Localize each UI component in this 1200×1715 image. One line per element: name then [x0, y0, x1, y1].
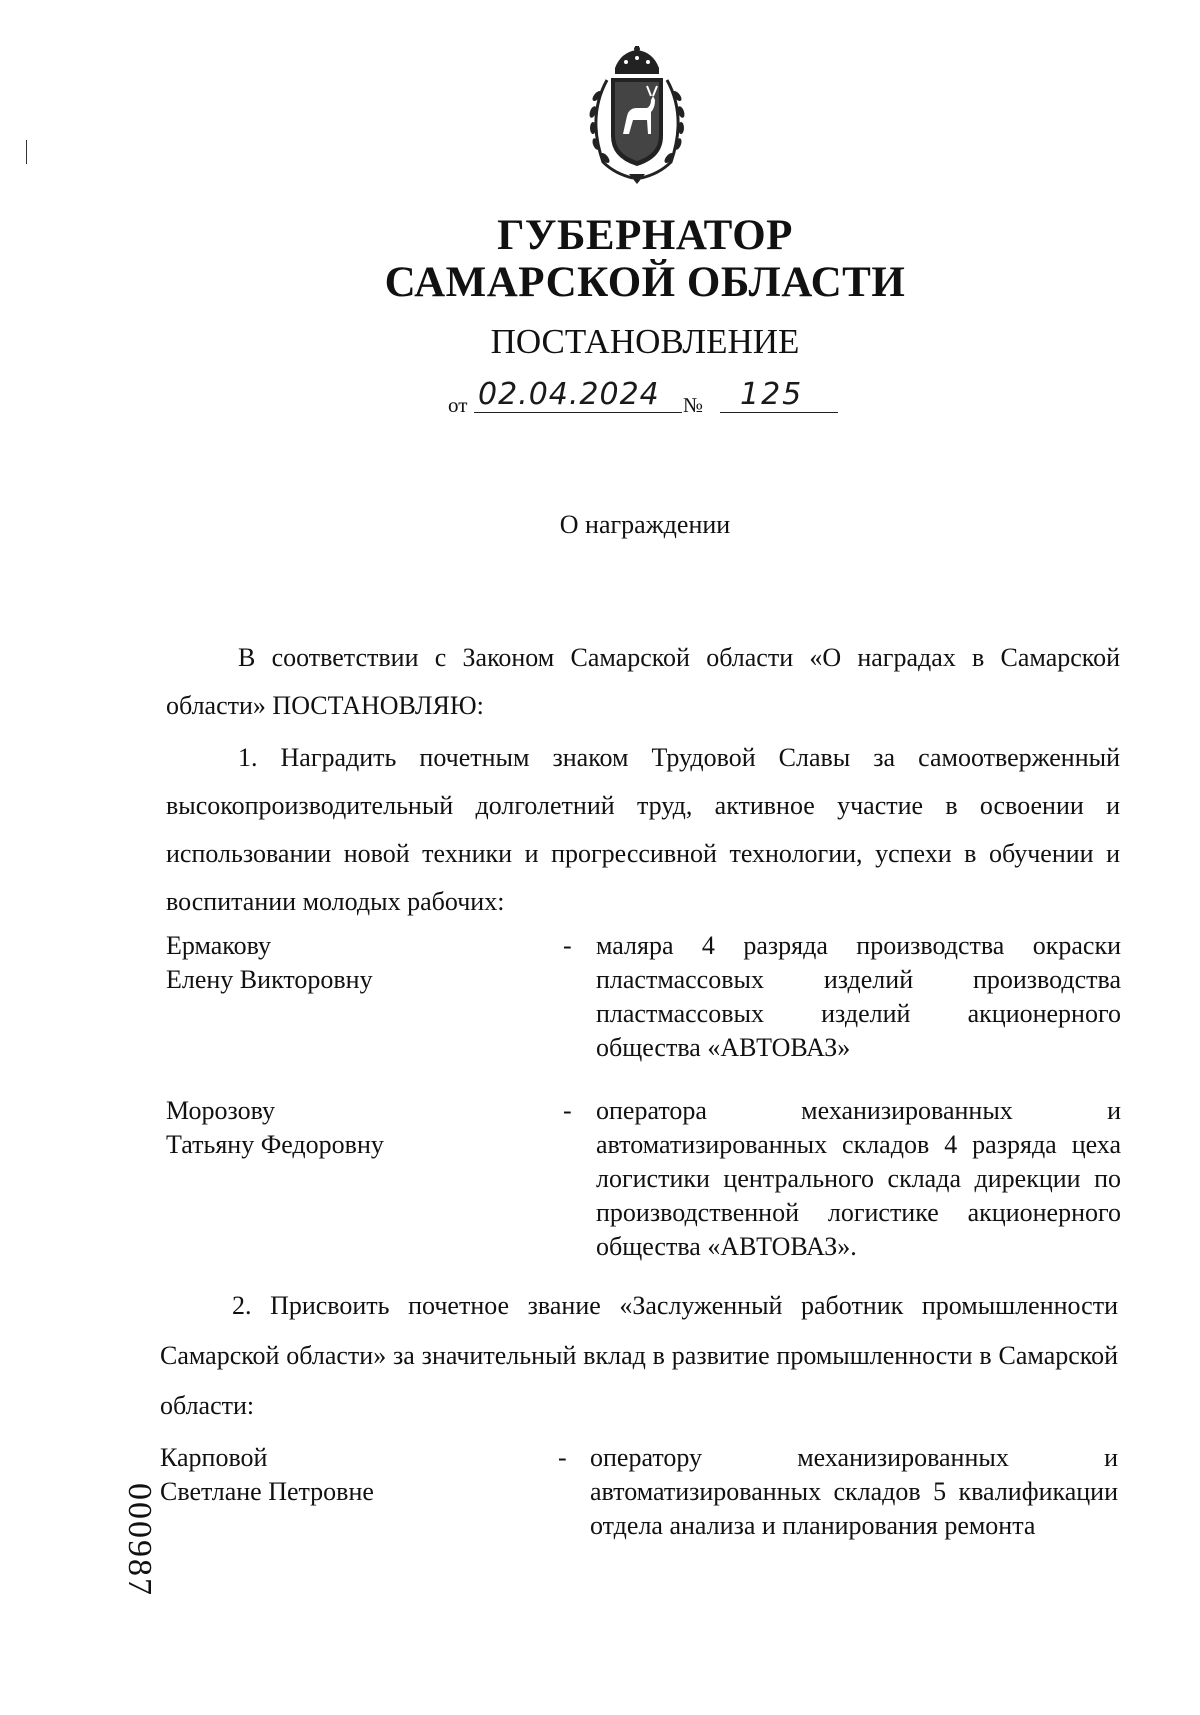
- intro-paragraph: В соответствии с Законом Самарской области «О наградах в Самарской области» ПОСТАНОВЛЯЮ:: [166, 643, 1120, 720]
- awardee-name: Ермакову Елену Викторовну: [166, 931, 373, 994]
- awardee-position: оператору механизированных и автоматизированных складов 5 квалификации отдела анализа и планирования ремонта: [590, 1443, 1118, 1540]
- issuer-title-line2: САМАРСКОЙ ОБЛАСТИ: [384, 259, 906, 306]
- row-dash: -: [563, 1096, 572, 1125]
- issuer-title-line1: ГУБЕРНАТОР: [497, 212, 793, 259]
- row-dash: -: [563, 931, 572, 960]
- date-underline: [474, 412, 682, 413]
- number-label: №: [683, 393, 704, 417]
- date-number-line: [448, 377, 838, 417]
- awardee-position: маляра 4 разряда производства окраски пластмассовых изделий производства пластмассовых изделий акционерного общества «АВТОВАЗ»: [596, 931, 1121, 1062]
- scan-edge-mark: [26, 140, 27, 164]
- awardee-name: Морозову Татьяну Федоровну: [166, 1096, 384, 1159]
- document-number: 125: [740, 377, 804, 412]
- section-1-text: 1. Наградить почетным знаком Трудовой Славы за самоотверженный высокопроизводительный долголетний труд, активное участие в освоении и использовании новой техники и прогрессивной технологии, успехи в обучении и воспитании молодых рабочих:: [166, 743, 1120, 916]
- document-subject: О награждении: [559, 510, 731, 539]
- section-2-text: 2. Присвоить почетное звание «Заслуженный работник промышленности Самарской области» за значительный вклад в развитие промышленности в Самарской области:: [160, 1291, 1118, 1420]
- samara-coat-of-arms-icon: [581, 46, 693, 184]
- date-prefix: от: [448, 393, 468, 417]
- serial-number: 000987: [121, 1483, 158, 1597]
- document-date: 02.04.2024: [478, 377, 660, 412]
- document-type: ПОСТАНОВЛЕНИЕ: [490, 322, 800, 361]
- awardee-position: оператора механизированных и автоматизированных складов 4 разряда цеха логистики центрального склада дирекции по производственной логистике акционерного общества «АВТОВАЗ».: [596, 1096, 1121, 1261]
- awardee-name: Карповой Светлане Петровне: [160, 1443, 374, 1506]
- number-underline: [720, 412, 838, 413]
- row-dash: -: [558, 1443, 567, 1472]
